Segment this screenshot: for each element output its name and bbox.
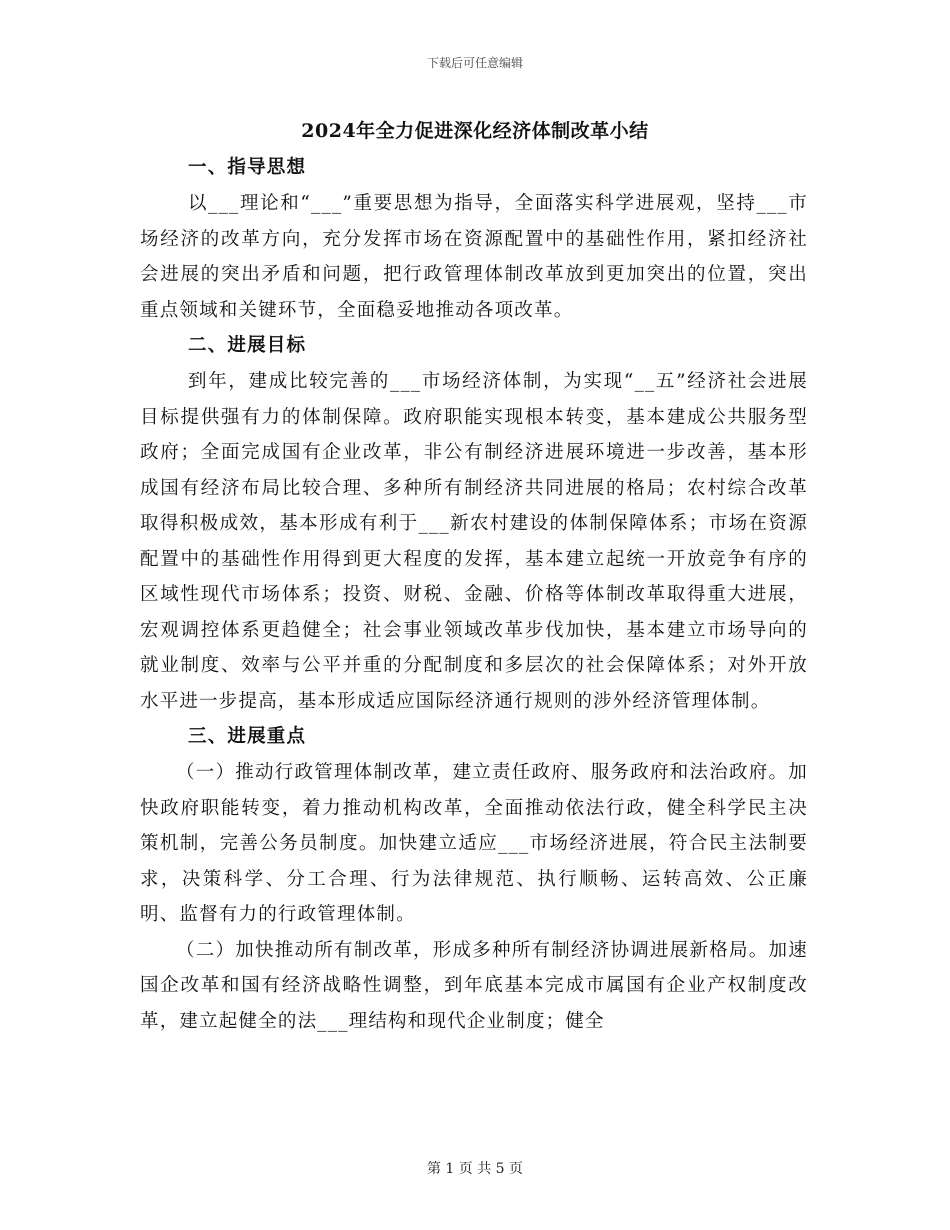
section-1-paragraph-1: 以___理论和“___”重要思想为指导，全面落实科学进展观，坚持___市场经济的改革方向，充分发挥市场在资源配置中的基础性作用，紧扣经济社会进展的突出矛盾和问题，把行政管理体制改革放到更加突出的位置，突出重点领域和关键环节，全面稳妥地推动各项改革。 [140,193,808,321]
section-heading-3: 三、进展重点 [188,726,307,747]
page-header: 下载后可任意编辑 [426,56,523,70]
section-3-paragraph-2: （二）加快推动所有制改革，形成多种所有制经济协调进展新格局。加速国企改革和国有经济战略性调整，到年底基本完成市属国有企业产权制度改革，建立起健全的法___理结构和现代企业制度；健全 [140,939,808,1032]
page-footer: 第 1 页 共 5 页 [426,1161,524,1177]
document-body [140,150,808,1039]
section-2-paragraph-1: 到年，建成比较完善的___市场经济体制，为实现“__五”经济社会进展目标提供强有力的体制保障。政府职能实现根本转变，基本建成公共服务型政府；全面完成国有企业改革，非公有制经济进展环境进一步改善，基本形成国有经济布局比较合理、多种所有制经济共同进展的格局；农村综合改革取得积极成效，基本形成有利于___新农村建设的体制保障体系；市场在资源配置中的基础性作用得到更大程度的发挥，基本建立起统一开放竞争有序的区域性现代市场体系；投资、财税、金融、价格等体制改革取得重大进展，宏观调控体系更趋健全；社会事业领域改革步伐加快，基本建立市场导向的就业制度、效率与公平并重的分配制度和多层次的社会保障体系；对外开放水平进一步提高，基本形成适应国际经济通行规则的涉外经济管理体制。 [140,371,808,712]
document-title: 2024年全力促进深化经济体制改革小结 [301,120,649,142]
section-heading-2: 二、进展目标 [188,335,307,356]
section-heading-1: 一、指导思想 [188,157,307,178]
section-3-paragraph-1: （一）推动行政管理体制改革，建立责任政府、服务政府和法治政府。加快政府职能转变，着力推动机构改革，全面推动依法行政，健全科学民主决策机制，完善公务员制度。加快建立适应___市场经济进展，符合民主法制要求，决策科学、分工合理、行为法律规范、执行顺畅、运转高效、公正廉明、监督有力的行政管理体制。 [140,762,808,925]
